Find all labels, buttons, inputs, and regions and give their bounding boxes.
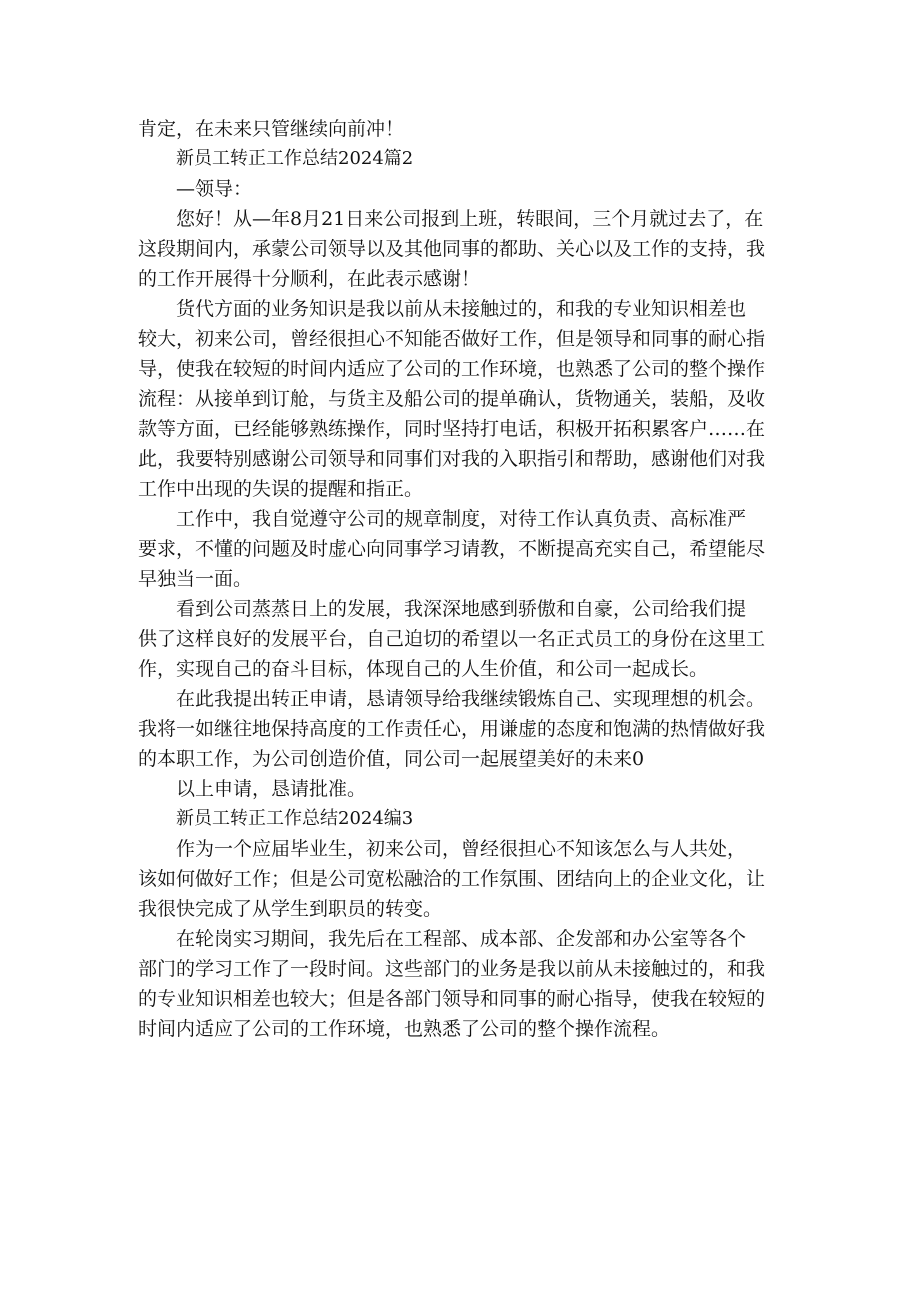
text-line: 作为一个应届毕业生，初来公司，曾经很担心不知该怎么与人共处， xyxy=(176,838,747,860)
text-line: 款等方面，已经能够熟练操作，同时坚持打电话，积极开拓积累客户……在 xyxy=(138,418,766,440)
text-line: 流程：从接单到订舱，与货主及船公司的提单确认，货物通关，装船，及收 xyxy=(138,388,766,410)
text-line: 这段期间内，承蒙公司领导以及其他同事的都助、关心以及工作的支持，我 xyxy=(138,238,766,260)
text-line: 货代方面的业务知识是我以前从未接触过的，和我的专业知识相差也 xyxy=(176,298,747,320)
text-line: 工作中，我自觉遵守公司的规章制度，对待工作认真负责、高标准严 xyxy=(176,508,747,530)
text-line: 看到公司蒸蒸日上的发展，我深深地感到骄傲和自豪，公司给我们提 xyxy=(176,598,747,620)
text-line: 时间内适应了公司的工作环境，也熟悉了公司的整个操作流程。 xyxy=(138,1018,671,1040)
salutation: —领导： xyxy=(176,178,253,200)
text-line: 作，实现自己的奋斗目标，体现自己的人生价值，和公司一起成长。 xyxy=(138,658,709,680)
text-line: 我将一如继往地保持高度的工作责任心，用谦虚的态度和饱满的热情做好我 xyxy=(138,718,766,740)
text-line: 的本职工作，为公司创造价值，同公司一起展望美好的未来0 xyxy=(138,748,645,770)
text-line: 要求，不懂的问题及时虚心向同事学习请教，不断提高充实自己，希望能尽 xyxy=(138,538,766,560)
text-line: 工作中出现的失误的提醒和指正。 xyxy=(138,478,424,500)
text-line: 在此我提出转正申请，恳请领导给我继续锻炼自己、实现理想的机会。 xyxy=(176,688,766,710)
text-line: 以上申请，恳请批准。 xyxy=(176,778,367,800)
text-line: 的专业知识相差也较大；但是各部门领导和同事的耐心指导，使我在较短的 xyxy=(138,988,766,1010)
text-line: 该如何做好工作；但是公司宽松融洽的工作氛围、团结向上的企业文化，让 xyxy=(138,868,766,890)
section-heading: 新员工转正工作总结2024篇2 xyxy=(176,148,414,169)
section-heading: 新员工转正工作总结2024编3 xyxy=(176,808,414,829)
text-line: 导，使我在较短的时间内适应了公司的工作环境，也熟悉了公司的整个操作 xyxy=(138,358,766,380)
text-line: 我很快完成了从学生到职员的转变。 xyxy=(138,898,443,920)
text-line: 肯定，在未来只管继续向前冲！ xyxy=(138,118,405,140)
text-line: 较大，初来公司，曾经很担心不知能否做好工作，但是领导和同事的耐心指 xyxy=(138,328,766,350)
text-line: 此，我要特别感谢公司领导和同事们对我的入职指引和帮助，感谢他们对我 xyxy=(138,448,766,470)
text-line: 的工作开展得十分顺利，在此表示感谢！ xyxy=(138,268,481,290)
document-page xyxy=(138,114,790,1044)
text-line: 在轮岗实习期间，我先后在工程部、成本部、企发部和办公室等各个 xyxy=(176,928,747,950)
text-line: 供了这样良好的发展平台，自己迫切的希望以一名正式员工的身份在这里工 xyxy=(138,628,766,650)
text-line: 早独当一面。 xyxy=(138,568,253,590)
text-line: 部门的学习工作了一段时间。这些部门的业务是我以前从未接触过的，和我 xyxy=(138,958,766,980)
text-line: 您好！从—年8月21日来公司报到上班，转眼间，三个月就过去了，在 xyxy=(176,208,764,230)
